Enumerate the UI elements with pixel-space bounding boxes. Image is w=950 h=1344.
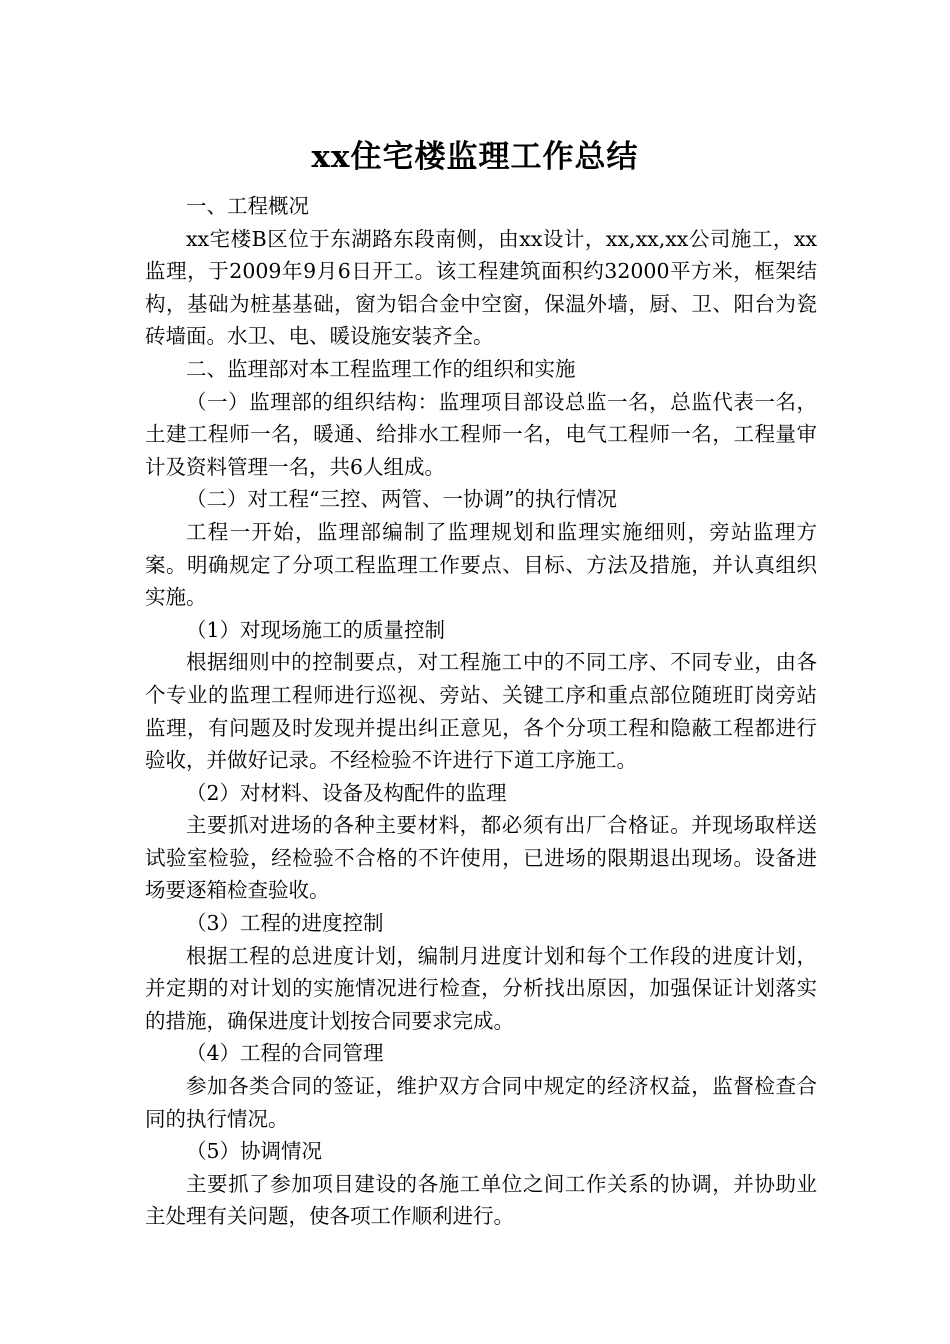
- subheading-quality-control: （1）对现场施工的质量控制: [186, 617, 446, 642]
- paragraph-execution-status: 工程一开始，监理部编制了监理规划和监理实施细则，旁站监理方案。明确规定了分项工程监理工作要点、目标、方法及措施，并认真组织实施。: [145, 519, 817, 610]
- paragraph-quality-control: 根据细则中的控制要点，对工程施工中的不同工序、不同专业，由各个专业的监理工程师进行巡视、旁站、关键工序和重点部位随班盯岗旁站监理，有问题及时发现并提出纠正意见，各个分项工程和隐蔽工程都进行验收，并做好记录。不经检验不许进行下道工序施工。: [145, 650, 817, 773]
- subheading-coordination: （5）协调情况: [186, 1139, 323, 1164]
- subheading-execution-status: （二）对工程“三控、两管、一协调”的执行情况: [186, 487, 617, 512]
- document-title: xx住宅楼监理工作总结: [311, 138, 639, 175]
- paragraph-contract-management: 参加各类合同的签证，维护双方合同中规定的经济权益，监督检查合同的执行情况。: [145, 1074, 817, 1131]
- subheading-contract-management: （4）工程的合同管理: [186, 1041, 384, 1066]
- paragraph-organization-structure: （一）监理部的组织结构：监理项目部设总监一名，总监代表一名，土建工程师一名，暖通、给排水工程师一名，电气工程师一名，工程量审计及资料管理一名，共6人组成。: [145, 389, 817, 479]
- paragraph-project-overview: xx宅楼B区位于东湖路东段南侧，由xx设计，xx,xx,xx公司施工，xx监理，于2009年9月6日开工。该工程建筑面积约32000平方米，框架结构，基础为桩基基础，窗为铝合金中空窗，保温外墙，厨、卫、阳台为瓷砖墙面。水卫、电、暖设施安装齐全。: [145, 226, 817, 349]
- paragraph-progress-control: 根据工程的总进度计划，编制月进度计划和每个工作段的进度计划，并定期的对计划的实施情况进行检查，分析找出原因，加强保证计划落实的措施，确保进度计划按合同要求完成。: [145, 943, 817, 1033]
- document-body: [145, 190, 817, 1233]
- subheading-progress-control: （3）工程的进度控制: [186, 911, 384, 936]
- paragraph-coordination: 主要抓了参加项目建设的各施工单位之间工作关系的协调，并协助业主处理有关问题，使各项工作顺利进行。: [145, 1171, 817, 1229]
- section-heading-project-overview: 一、工程概况: [186, 194, 309, 218]
- subheading-material-supervision: （2）对材料、设备及构配件的监理: [186, 780, 507, 805]
- section-heading-supervision-organization: 二、监理部对本工程监理工作的组织和实施: [186, 356, 576, 381]
- paragraph-material-supervision: 主要抓对进场的各种主要材料，都必须有出厂合格证。并现场取样送试验室检验，经检验不合格的不许使用，已进场的限期退出现场。设备进场要逐箱检查验收。: [145, 813, 817, 903]
